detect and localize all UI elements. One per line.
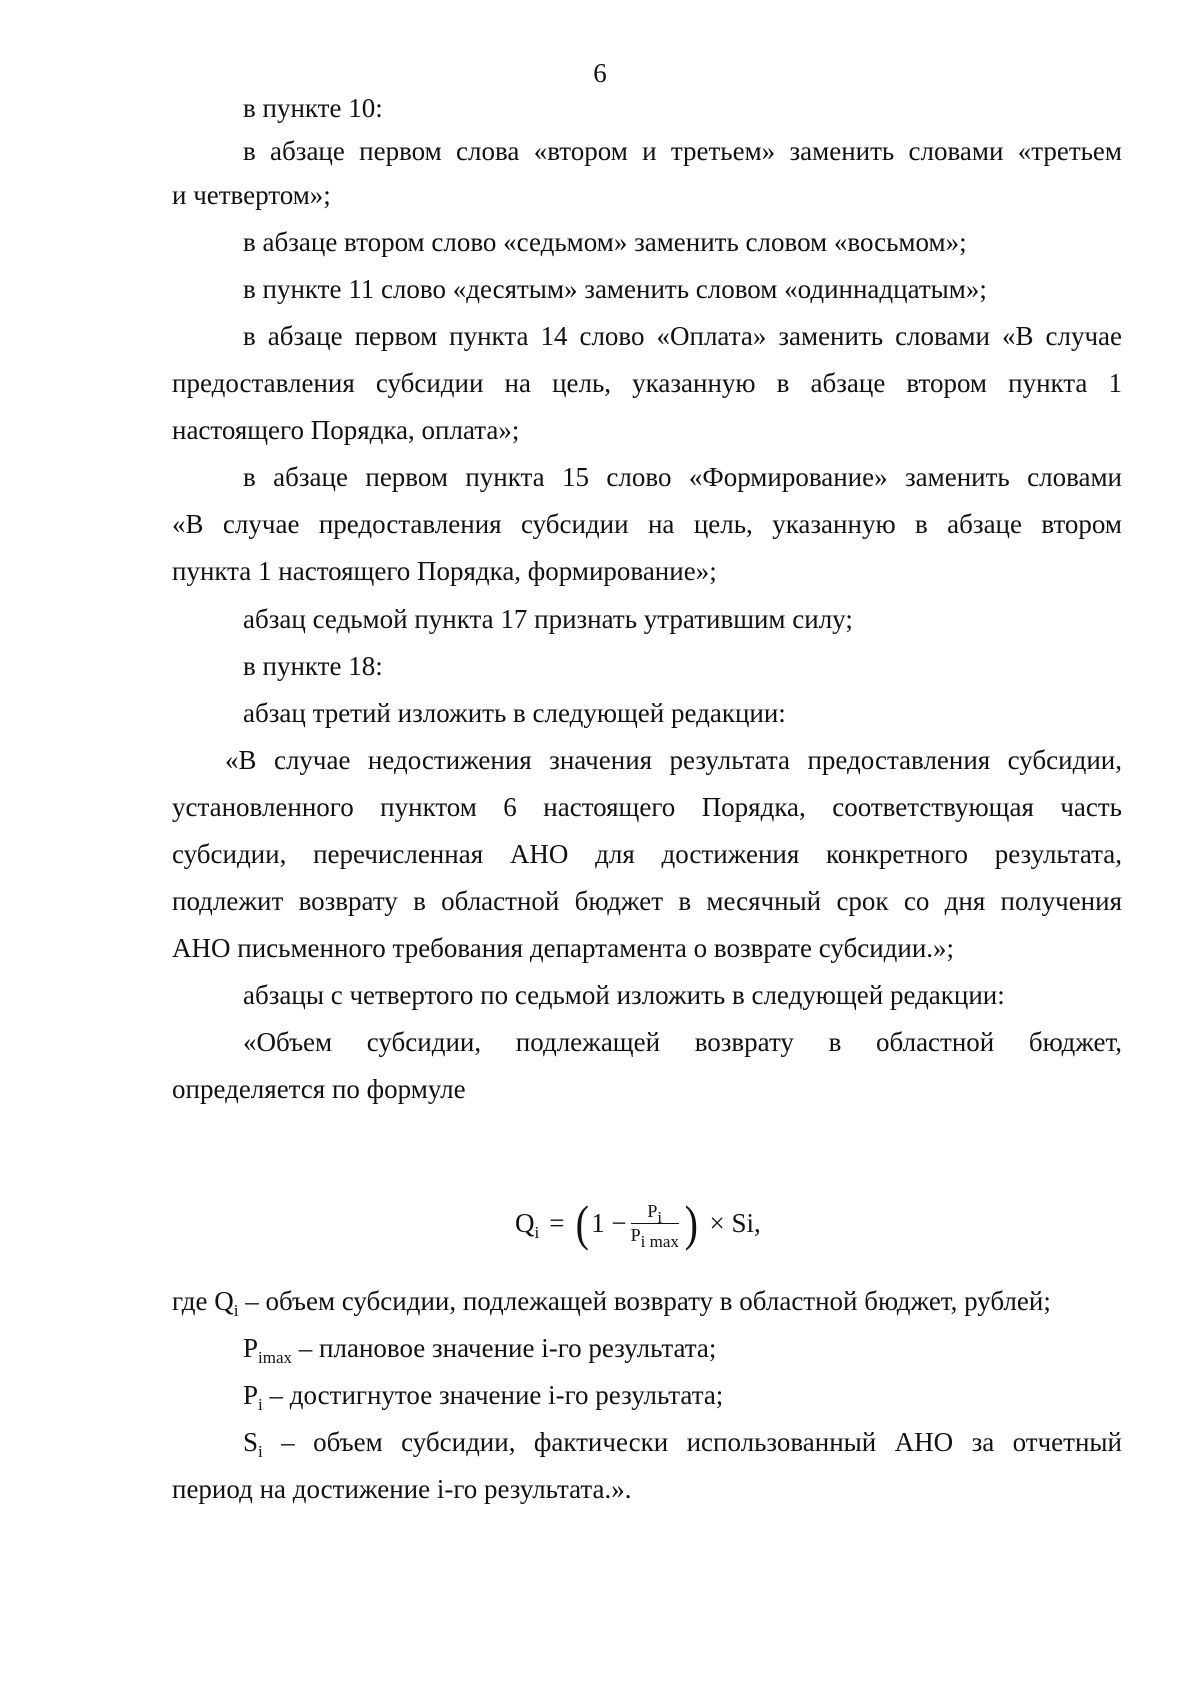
text-line: настоящего Порядка, оплата»; (172, 415, 520, 445)
text-line: предоставления субсидии на цель, указанную в абзаце втором пункта 1 (172, 368, 1122, 398)
formula-one-minus: 1 − (591, 1207, 627, 1238)
definition-line: $P_{imax}$ – плановое значение i-го результата; (243, 1333, 717, 1367)
text-line: абзацы с четвертого по седьмой изложить в следующей редакции: (243, 980, 1005, 1010)
text-line: «В случае недостижения значения результата предоставления субсидии, (225, 745, 1122, 775)
open-paren: ( (576, 1195, 590, 1251)
formula-lhs: $Q_i$ (515, 1207, 540, 1242)
text-line: в пункте 10: (243, 93, 383, 123)
text-line: и четвертом»; (172, 180, 331, 210)
text-line: «В случае предоставления субсидии на цель, указанную в абзаце втором (172, 509, 1122, 539)
text-line: абзац седьмой пункта 17 признать утратившим силу; (243, 604, 853, 634)
close-paren: ) (684, 1195, 698, 1251)
text-line: в пункте 18: (243, 651, 383, 681)
page-number: 6 (593, 58, 607, 88)
formula (515, 1188, 815, 1258)
formula-tail: × Si, (709, 1207, 761, 1238)
formula-equals: = (549, 1207, 565, 1238)
text-line: абзац третий изложить в следующей редакции: (243, 698, 786, 728)
text-line: в пункте 11 слово «десятым» заменить словом «одиннадцатым»; (243, 274, 987, 304)
text-line: в абзаце первом пункта 14 слово «Оплата» заменить словами «В случае (243, 321, 1122, 351)
definition-line: где $Q_i$ – объем субсидии, подлежащей возврату в областной бюджет, рублей; (172, 1286, 1051, 1320)
text-line: субсидии, перечисленная АНО для достижения конкретного результата, (172, 839, 1122, 869)
text-line: АНО письменного требования департамента о возврате субсидии.»; (172, 933, 955, 963)
formula-fraction (630, 1200, 679, 1251)
fraction-denominator: $P_{i max}$ (630, 1224, 679, 1251)
text-line: период на достижение i-го результата.». (172, 1474, 632, 1504)
definition-line: $P_i$ – достигнутое значение i-го результата; (243, 1380, 724, 1414)
text-line: установленного пунктом 6 настоящего Порядка, соответствующая часть (172, 792, 1122, 822)
text-line: в абзаце первом пункта 15 слово «Формирование» заменить словами (243, 462, 1122, 492)
text-line: в абзаце втором слово «седьмом» заменить словом «восьмом»; (243, 227, 967, 257)
text-line: пункта 1 настоящего Порядка, формирование»; (172, 556, 717, 586)
text-line: в абзаце первом слова «втором и третьем» заменить словами «третьем (243, 136, 1122, 166)
text-line: подлежит возврату в областной бюджет в месячный срок со дня получения (172, 886, 1122, 916)
definition-line: $S_i$ – объем субсидии, фактически использованный АНО за отчетный (243, 1427, 1122, 1461)
text-line: «Объем субсидии, подлежащей возврату в областной бюджет, (243, 1027, 1122, 1057)
text-line: определяется по формуле (172, 1074, 466, 1104)
fraction-numerator: $P_i$ (647, 1200, 663, 1227)
